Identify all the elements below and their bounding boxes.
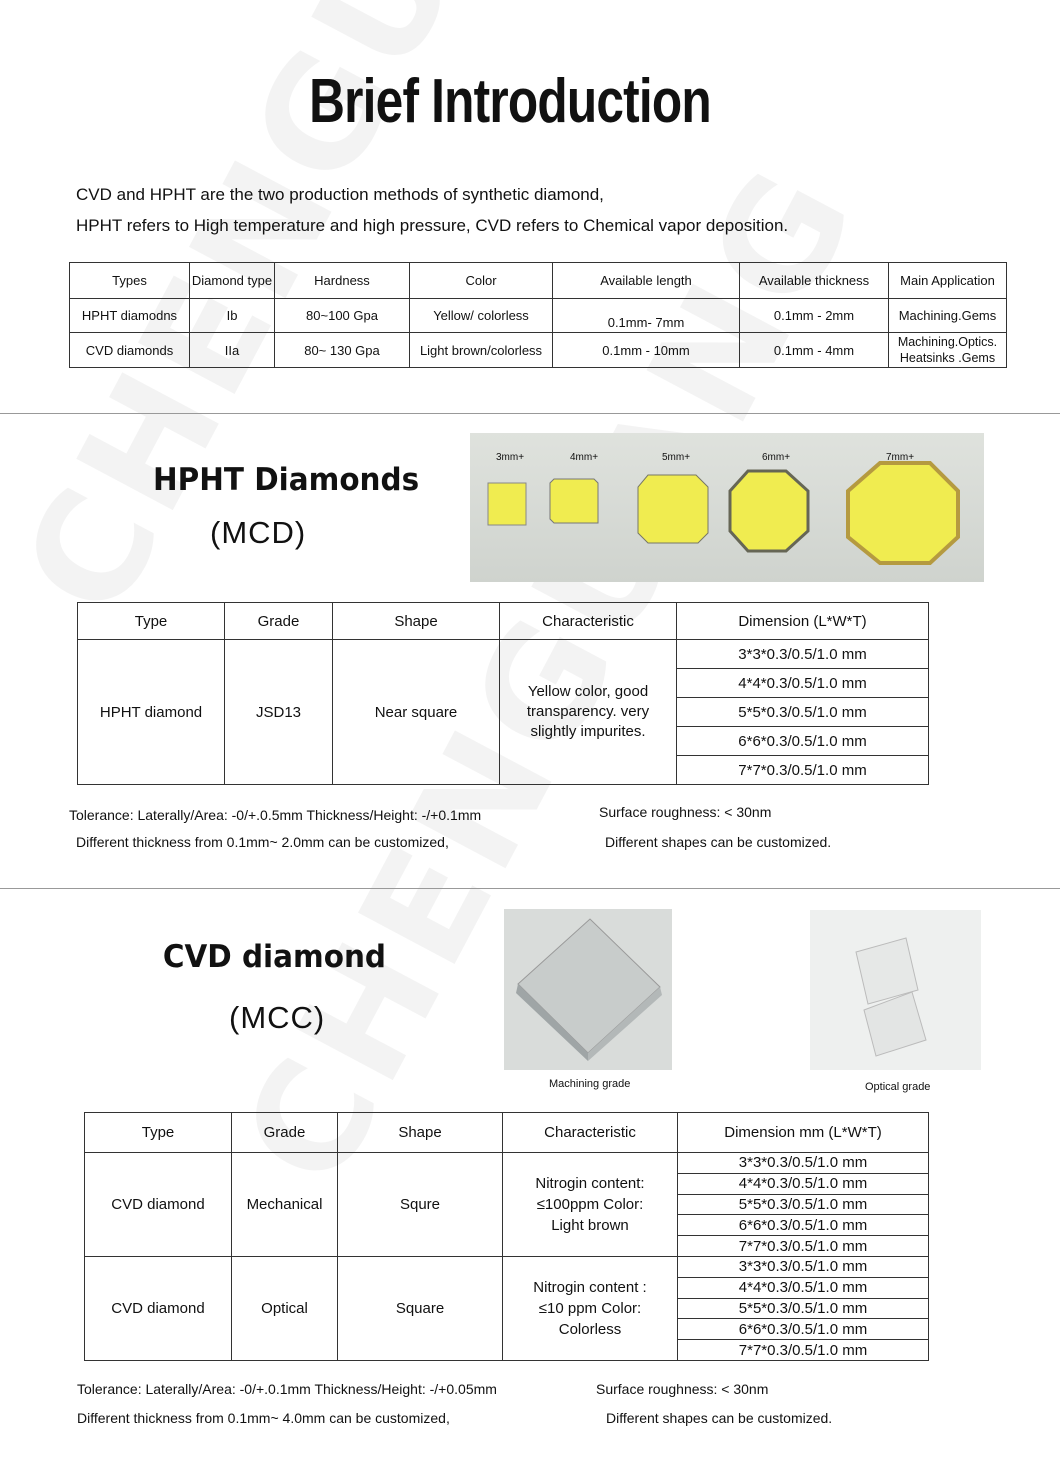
cell: 0.1mm - 10mm (553, 333, 740, 368)
hpht-spec-table (77, 602, 929, 785)
table-header-row (85, 1113, 929, 1153)
header-cell: Diamond type (190, 263, 275, 299)
cell: 3*3*0.3/0.5/1.0 mm (678, 1153, 929, 1174)
cell: Machining.Gems (889, 299, 1007, 333)
optical-grade-photo (810, 910, 981, 1070)
cvd-spec-table (84, 1112, 929, 1361)
photo-caption: Machining grade (549, 1078, 631, 1090)
table-row (70, 299, 1007, 333)
cell: 4*4*0.3/0.5/1.0 mm (678, 1173, 929, 1194)
header-cell: Hardness (275, 263, 410, 299)
hpht-title: HPHT Diamonds (153, 462, 420, 498)
cvd-subtitle: (MCC) (229, 1000, 326, 1035)
cell: Mechanical (232, 1153, 338, 1257)
cell: Light brown/colorless (410, 333, 553, 368)
cell: 5*5*0.3/0.5/1.0 mm (678, 1298, 929, 1319)
header-cell: Color (410, 263, 553, 299)
cell: 4*4*0.3/0.5/1.0 mm (678, 1277, 929, 1298)
header-cell: Shape (338, 1113, 503, 1153)
cell: 7*7*0.3/0.5/1.0 mm (678, 1340, 929, 1361)
cell: Optical (232, 1256, 338, 1360)
cell: 3*3*0.3/0.5/1.0 mm (678, 1256, 929, 1277)
size-label: 7mm+ (886, 452, 915, 463)
header-cell: Type (85, 1113, 232, 1153)
cell: Nitrogin content: ≤100ppm Color: Light brown (503, 1153, 678, 1257)
diamond-7mm (848, 463, 958, 563)
cell: HPHT diamodns (70, 299, 190, 333)
optical-plates-image (810, 910, 981, 1070)
tolerance-note: Tolerance: Laterally/Area: -0/+.0.5mm Thickness/Height: -/+0.1mm (69, 807, 482, 823)
size-label: 4mm+ (570, 452, 599, 463)
header-cell: Grade (232, 1113, 338, 1153)
divider (0, 413, 1060, 414)
header-cell: Types (70, 263, 190, 299)
cell: 6*6*0.3/0.5/1.0 mm (678, 1319, 929, 1340)
diamond-4mm (550, 479, 598, 523)
cell: HPHT diamond (78, 640, 225, 785)
cell: JSD13 (225, 640, 333, 785)
header-cell: Dimension (L*W*T) (677, 603, 929, 640)
roughness-note: Surface roughness: < 30nm (596, 1381, 769, 1397)
cvd-plate-image (504, 909, 672, 1070)
cell: Ib (190, 299, 275, 333)
header-cell: Characteristic (503, 1113, 678, 1153)
size-label: 3mm+ (496, 452, 525, 463)
cell: 5*5*0.3/0.5/1.0 mm (677, 698, 929, 727)
header-cell: Characteristic (500, 603, 677, 640)
divider (0, 888, 1060, 889)
cell: Squre (338, 1153, 503, 1257)
thickness-note: Different thickness from 0.1mm~ 4.0mm can be customized, (77, 1410, 450, 1426)
diamond-6mm (730, 471, 808, 551)
cell: 6*6*0.3/0.5/1.0 mm (678, 1215, 929, 1236)
intro-line: HPHT refers to High temperature and high pressure, CVD refers to Chemical vapor deposition. (76, 216, 789, 235)
cell: IIa (190, 333, 275, 368)
table-header-row (70, 263, 1007, 299)
cell: 6*6*0.3/0.5/1.0 mm (677, 727, 929, 756)
cell: CVD diamond (85, 1256, 232, 1360)
cell: CVD diamonds (70, 333, 190, 368)
size-label: 6mm+ (762, 452, 791, 463)
header-cell: Grade (225, 603, 333, 640)
cell: Yellow color, good transparency. very slightly impurites. (500, 640, 677, 785)
cell: 4*4*0.3/0.5/1.0 mm (677, 669, 929, 698)
header-cell: Dimension mm (L*W*T) (678, 1113, 929, 1153)
photo-caption: Optical grade (865, 1081, 931, 1093)
header-cell: Available thickness (740, 263, 889, 299)
cell: Square (338, 1256, 503, 1360)
header-cell: Available length (553, 263, 740, 299)
cell: CVD diamond (85, 1153, 232, 1257)
cvd-title: CVD diamond (162, 939, 387, 975)
cell: 80~100 Gpa (275, 299, 410, 333)
header-cell: Main Application (889, 263, 1007, 299)
intro-line: CVD and HPHT are the two production methods of synthetic diamond, (76, 185, 604, 204)
cell: 7*7*0.3/0.5/1.0 mm (678, 1236, 929, 1257)
page-title: Brief Introduction (309, 67, 711, 136)
shapes-note: Different shapes can be customized. (605, 834, 832, 850)
size-label: 5mm+ (662, 452, 691, 463)
hpht-diamonds-photo (470, 433, 984, 582)
cell: Yellow/ colorless (410, 299, 553, 333)
cell: Machining.Optics. Heatsinks .Gems (889, 333, 1007, 368)
cell: 5*5*0.3/0.5/1.0 mm (678, 1194, 929, 1215)
table-row (85, 1153, 929, 1174)
cell: 0.1mm- 7mm (553, 299, 740, 333)
table-row (85, 1256, 929, 1277)
thickness-note: Different thickness from 0.1mm~ 2.0mm can be customized, (76, 834, 449, 850)
table-row (78, 640, 929, 669)
hpht-subtitle: (MCD) (210, 515, 307, 550)
header-cell: Type (78, 603, 225, 640)
diamond-5mm (638, 475, 708, 543)
table-row (70, 333, 1007, 368)
cell: 7*7*0.3/0.5/1.0 mm (677, 756, 929, 785)
cell: 3*3*0.3/0.5/1.0 mm (677, 640, 929, 669)
shapes-note: Different shapes can be customized. (606, 1410, 833, 1426)
cell: Nitrogin content : ≤10 ppm Color: Colorless (503, 1256, 678, 1360)
diamond-shapes (470, 433, 984, 582)
diamond-3mm (488, 483, 526, 525)
table-header-row (78, 603, 929, 640)
overview-table (69, 262, 1007, 368)
roughness-note: Surface roughness: < 30nm (599, 804, 772, 820)
tolerance-note: Tolerance: Laterally/Area: -0/+.0.1mm Thickness/Height: -/+0.05mm (77, 1381, 497, 1397)
cell: 80~ 130 Gpa (275, 333, 410, 368)
plate-top (518, 919, 660, 1053)
cell: Near square (333, 640, 500, 785)
machining-grade-photo (504, 909, 672, 1070)
header-cell: Shape (333, 603, 500, 640)
cell: 0.1mm - 4mm (740, 333, 889, 368)
cell: 0.1mm - 2mm (740, 299, 889, 333)
